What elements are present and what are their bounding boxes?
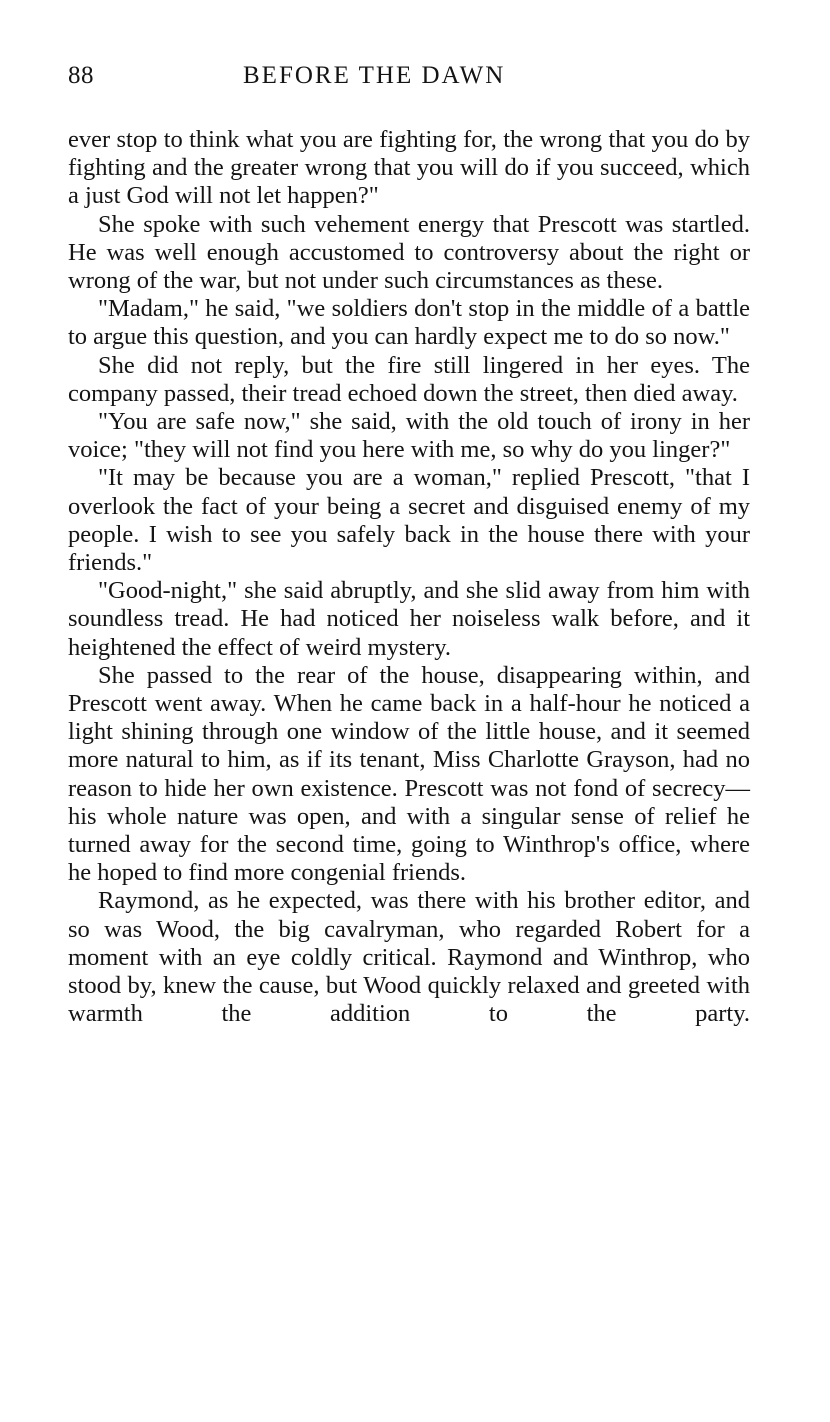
paragraph: She did not reply, but the fire still lingered in her eyes. The company passed, their tread echoed down the street, then died away. xyxy=(68,351,750,407)
paragraph: "It may be because you are a woman," replied Prescott, "that I overlook the fact of your being a secret and disguised enemy of my people. I wish to see you safely back in the house there with your friends." xyxy=(68,464,750,577)
page-header xyxy=(68,62,748,98)
paragraph-continued: ever stop to think what you are fighting for, the wrong that you do by fighting and the greater wrong that you will do if you succeed, which a just God will not let happen?" xyxy=(68,126,750,210)
paragraph: She passed to the rear of the house, disappearing within, and Prescott went away. When he came back in a half-hour he noticed a light shining through one window of the little house, and it seemed more natural to him, as if its tenant, Miss Charlotte Grayson, had no reason to hide her own existence. Prescott was not fond of secrecy—his whole nature was open, and with a singular sense of relief he turned away for the second time, going to Winthrop's office, where he hoped to find more congenial friends. xyxy=(68,661,750,887)
paragraph: "Good-night," she said abruptly, and she slid away from him with soundless tread. He had noticed her noiseless walk before, and it heightened the effect of weird mystery. xyxy=(68,577,750,661)
paragraph: "Madam," he said, "we soldiers don't stop in the middle of a battle to argue this question, and you can hardly expect me to do so now." xyxy=(68,295,750,351)
paragraph: Raymond, as he expected, was there with his brother editor, and so was Wood, the big cavalryman, who regarded Robert for a moment with an eye coldly critical. Raymond and Winthrop, who stood by, knew the cause, but Wood quickly relaxed and greeted with warmth the addition to the party. xyxy=(68,887,750,1028)
paragraph: "You are safe now," she said, with the old touch of irony in her voice; "they will not find you here with me, so why do you linger?" xyxy=(68,408,750,464)
page-number: 88 xyxy=(68,62,94,89)
page-body xyxy=(68,126,750,1029)
paragraph: She spoke with such vehement energy that Prescott was startled. He was well enough accustomed to controversy about the right or wrong of the war, but not under such circumstances as these. xyxy=(68,210,750,295)
running-title: BEFORE THE DAWN xyxy=(243,62,506,89)
